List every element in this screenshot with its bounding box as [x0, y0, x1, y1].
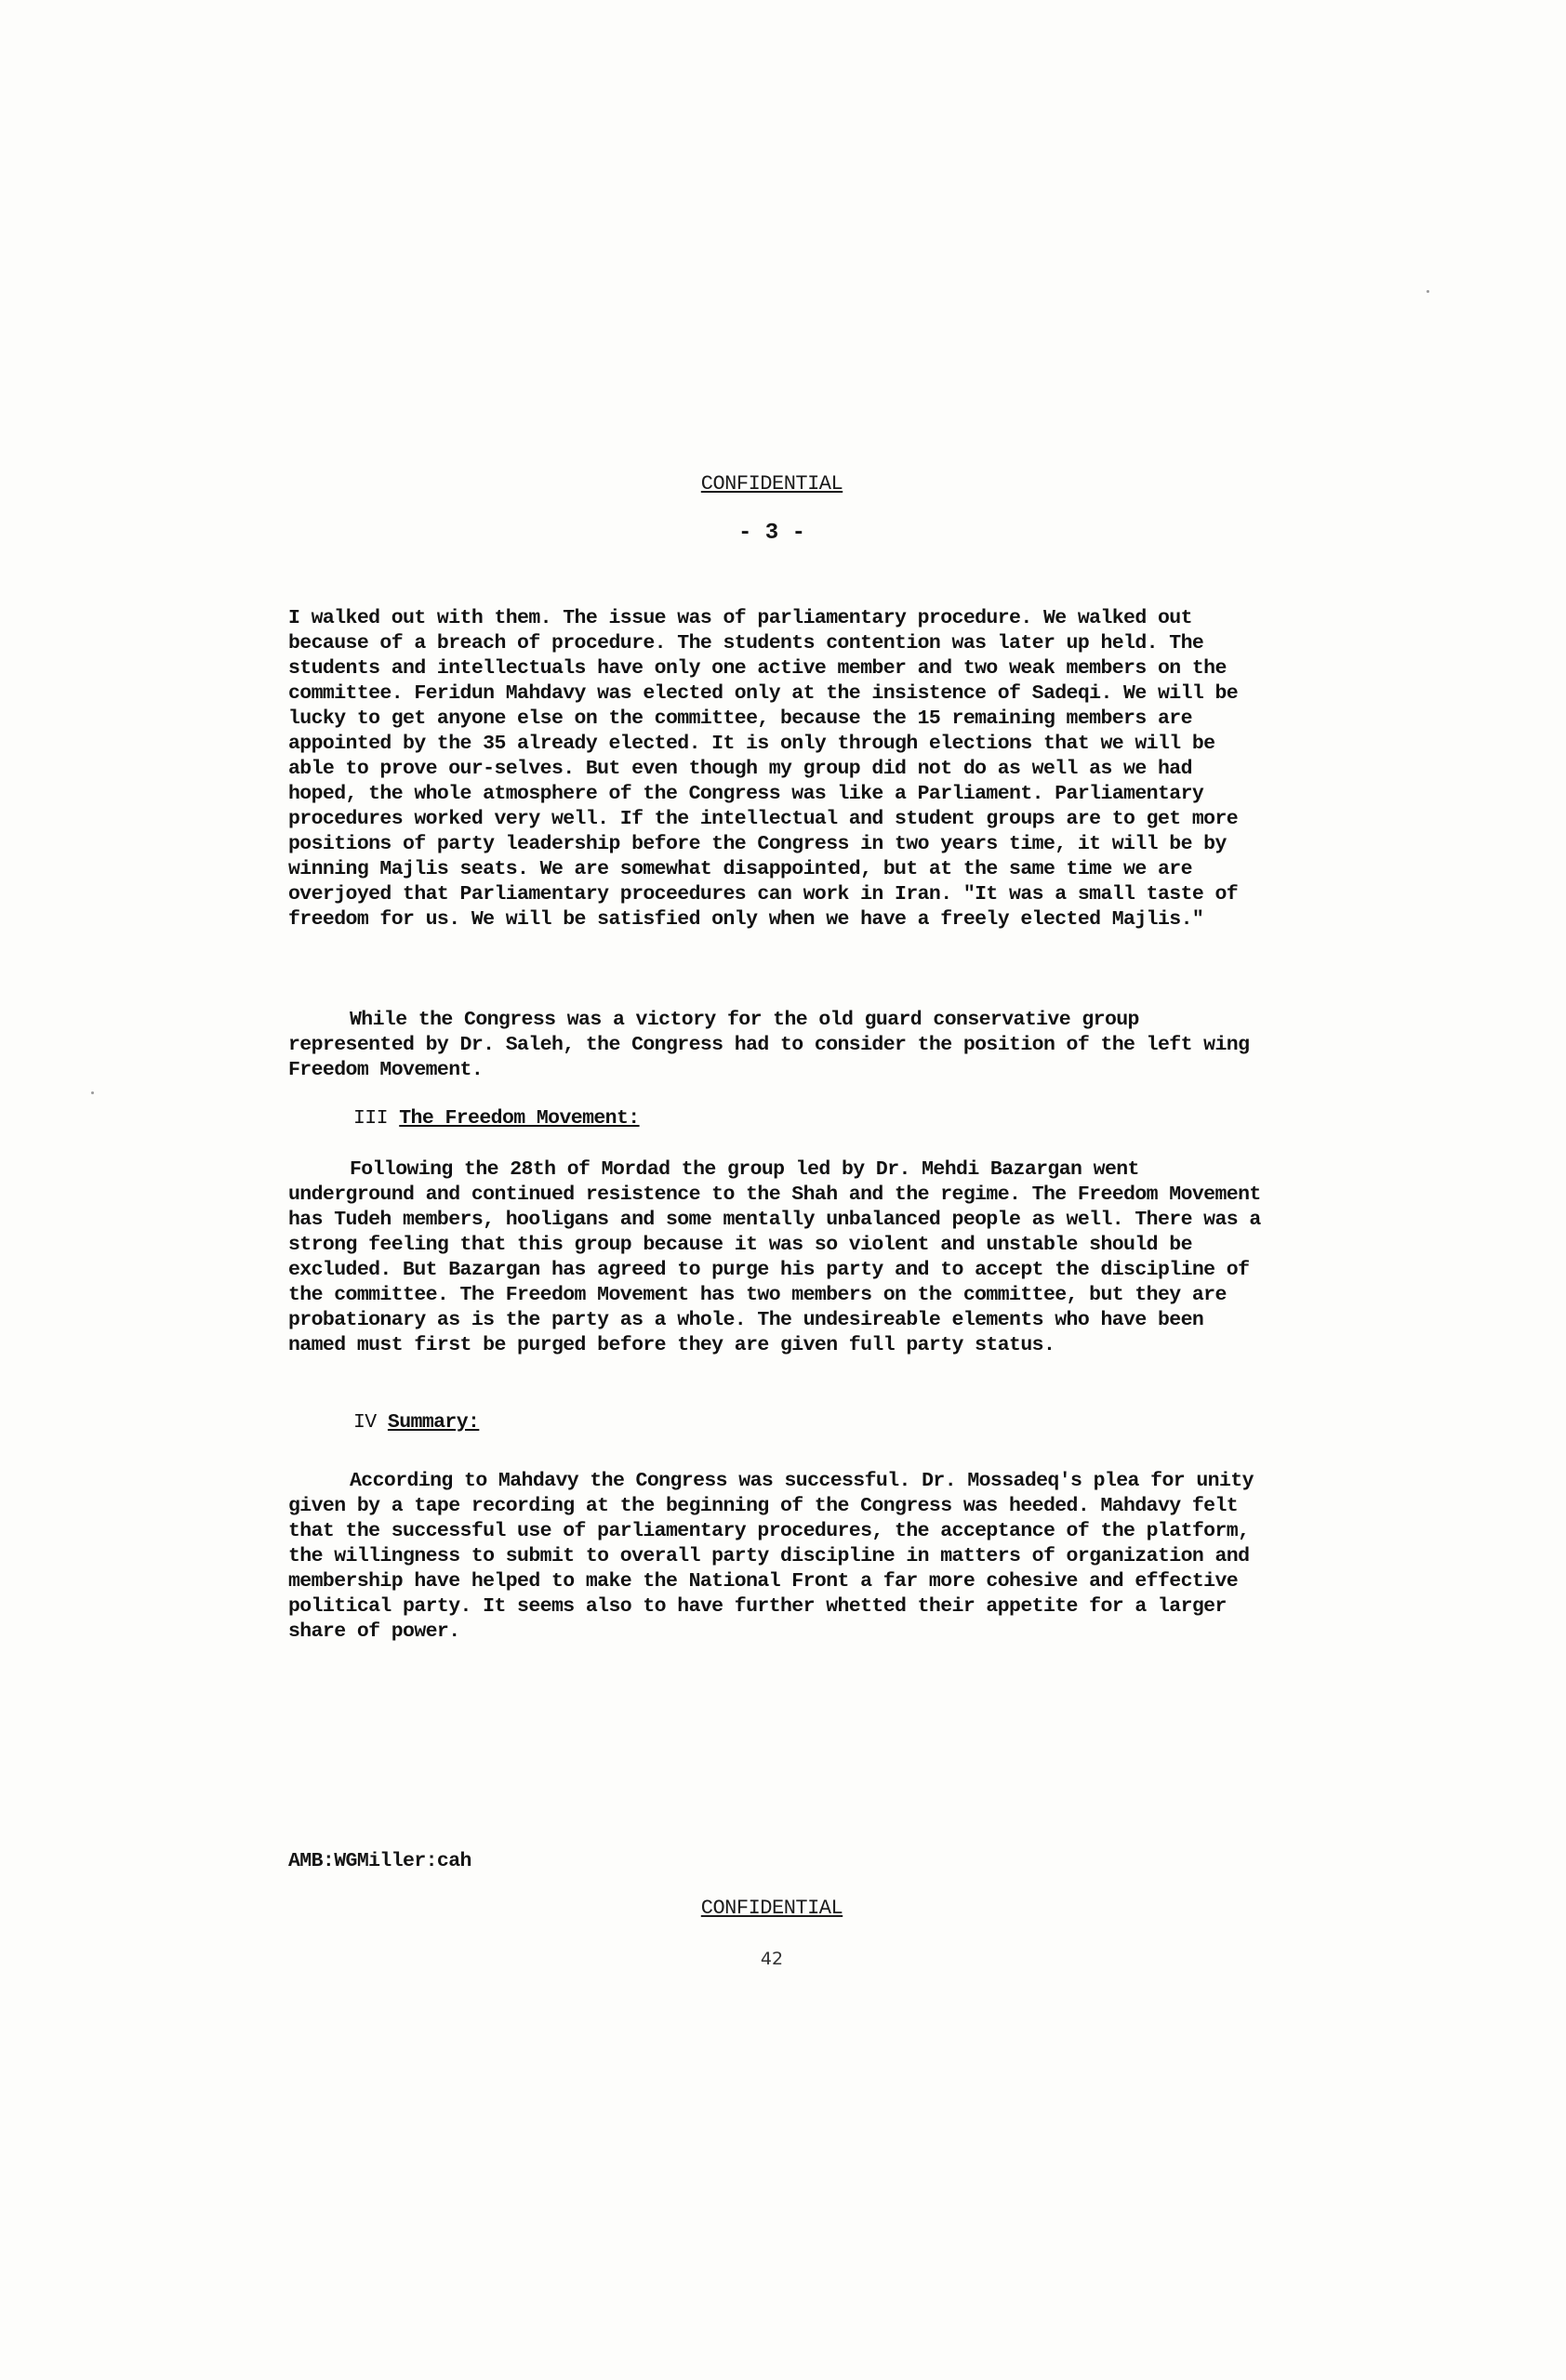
- drafter-initials: AMB:WGMiller:cah: [288, 1850, 471, 1872]
- section-heading-freedom-movement: [353, 1106, 1330, 1131]
- section-title: Summary:: [387, 1411, 480, 1434]
- paragraph-walked-out: I walked out with them. The issue was of parliamentary procedure. We walked out because of a breach of procedure. The students contention was later up held. The students and intellectuals have only one active member and two weak members on the committee. Feridun Mahdavy was elected only at the insistence of Sadeqi. We will be lucky to get anyone else on the committee, because the 15 remaining members are appointed by the 35 already elected. It is only through elections that we will be able to prove our-selves. But even though my group did not do as well as we had hoped, the whole atmosphere of the Congress was like a Parliament. Parliamentary procedures worked very well. If the intellectual and student groups are to get more positions of party leadership before the Congress in two years time, it will be by winning Majlis seats. We are somewhat disappointed, but at the same time we are overjoyed that Parliamentary proceedures can work in Iran. "It was a small taste of freedom for us. We will be satisfied only when we have a freely elected Majlis.": [288, 607, 1239, 931]
- scan-speck: [91, 1091, 94, 1094]
- folio-number: 42: [760, 1949, 784, 1969]
- paragraph-congress-victory: While the Congress was a victory for the old guard conservative group represented by Dr. Saleh, the Congress had to consider the position of the left wing Freedom Movement.: [288, 1009, 1250, 1081]
- section-heading-summary: [353, 1410, 1330, 1435]
- scan-speck: [1427, 290, 1429, 293]
- section-number: IV: [353, 1411, 377, 1434]
- classification-footer: CONFIDENTIAL: [700, 1897, 843, 1920]
- section-title: The Freedom Movement:: [399, 1107, 640, 1130]
- page-marker: - 3 -: [737, 521, 805, 546]
- section-number: III: [353, 1107, 388, 1130]
- classification-header: CONFIDENTIAL: [700, 472, 843, 496]
- paragraph-freedom-movement: Following the 28th of Mordad the group led by Dr. Mehdi Bazargan went underground and continued resistence to the Shah and the regime. The Freedom Movement has Tudeh members, hooligans and some mentally unbalanced people as well. There was a strong feeling that this group because it was so violent and unstable should be excluded. But Bazargan has agreed to purge his party and to accept the discipline of the committee. The Freedom Movement has two members on the committee, but they are probationary as is the party as a whole. The undesireable elements who have been named must first be purged before they are given full party status.: [288, 1158, 1261, 1356]
- paragraph-summary: According to Mahdavy the Congress was successful. Dr. Mossadeq's plea for unity given by a tape recording at the beginning of the Congress was heeded. Mahdavy felt that the successful use of parliamentary procedures, the acceptance of the platform, the willingness to submit to overall party discipline in matters of organization and membership have helped to make the National Front a far more cohesive and effective political party. It seems also to have further whetted their appetite for a larger share of power.: [288, 1470, 1254, 1643]
